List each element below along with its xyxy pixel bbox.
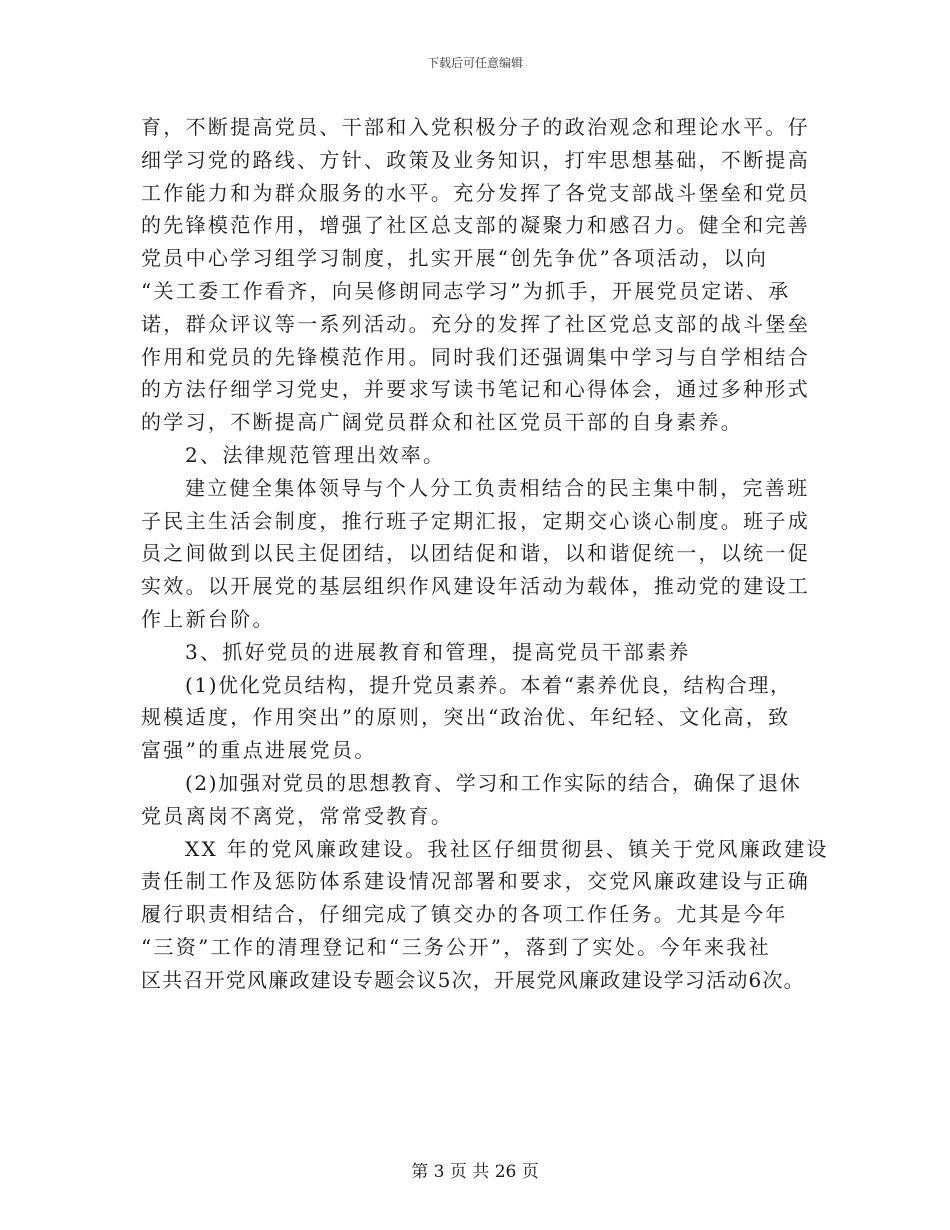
body-line: XX 年的党风廉政建设。我社区仔细贯彻县、镇关于党风廉政建设: [185, 836, 829, 861]
body-line: 实效。以开展党的基层组织作风建设年活动为载体，推动党的建设工: [141, 574, 810, 599]
body-line: 员之间做到以民主促团结，以团结促和谐，以和谐促统一，以统一促: [141, 541, 810, 566]
section-heading: 2、法律规范管理出效率。: [185, 442, 446, 467]
body-line: 规模适度，作用突出”的原则，突出“政治优、年纪轻、文化高，致: [141, 705, 791, 730]
page-number: 第 3 页 共 26 页: [411, 1162, 539, 1182]
body-line: 育，不断提高党员、干部和入党积极分子的政治观念和理论水平。仔: [141, 115, 810, 139]
body-line: 诺，群众评议等一系列活动。充分的发挥了社区党总支部的战斗堡垒: [141, 311, 810, 336]
body-line: 作用和党员的先锋模范作用。同时我们还强调集中学习与自学相结合: [141, 344, 810, 369]
body-line: 的先锋模范作用，增强了社区总支部的凝聚力和感召力。健全和完善: [141, 213, 810, 238]
body-line: 作上新台阶。: [141, 606, 275, 631]
body-line: “关工委工作看齐，向吴修朗同志学习”为抓手，开展党员定诺、承: [141, 278, 791, 303]
body-line: (2)加强对党员的思想教育、学习和工作实际的结合，确保了退休: [185, 770, 802, 795]
body-line: 党员中心学习组学习制度，扎实开展“创先争优”各项活动，以向: [141, 246, 769, 271]
body-line: 的方法仔细学习党史，并要求写读书笔记和心得体会，通过多种形式: [141, 377, 810, 402]
body-line: 建立健全集体领导与个人分工负责相结合的民主集中制，完善班: [185, 475, 810, 500]
body-line: 工作能力和为群众服务的水平。充分发挥了各党支部战斗堡垒和党员: [141, 180, 810, 205]
body-line: 富强”的重点进展党员。: [141, 738, 377, 763]
body-line: 党员离岗不离党，常常受教育。: [141, 803, 454, 828]
body-line: 责任制工作及惩防体系建设情况部署和要求，交党风廉政建设与正确: [141, 869, 810, 894]
body-line: 细学习党的路线、方针、政策及业务知识，打牢思想基础，不断提高: [141, 147, 810, 172]
body-line: 子民主生活会制度，推行班子定期汇报，定期交心谈心制度。班子成: [141, 508, 810, 533]
body-line: (1)优化党员结构，提升党员素养。本着“素养优良，结构合理，: [185, 672, 792, 697]
document-body: [141, 111, 831, 997]
body-line: “三资”工作的清理登记和“三务公开”，落到了实处。今年来我社: [141, 934, 771, 959]
page-header-note: 下载后可任意编辑: [426, 56, 523, 70]
body-line: 履行职责相结合，仔细完成了镇交办的各项工作任务。尤其是今年: [141, 902, 788, 927]
body-line: 的学习，不断提高广阔党员群众和社区党员干部的自身素养。: [141, 410, 744, 435]
section-heading: 3、抓好党员的进展教育和管理，提高党员干部素养: [185, 639, 691, 664]
body-line: 区共召开党风廉政建设专题会议5次，开展党风廉政建设学习活动6次。: [141, 967, 805, 992]
